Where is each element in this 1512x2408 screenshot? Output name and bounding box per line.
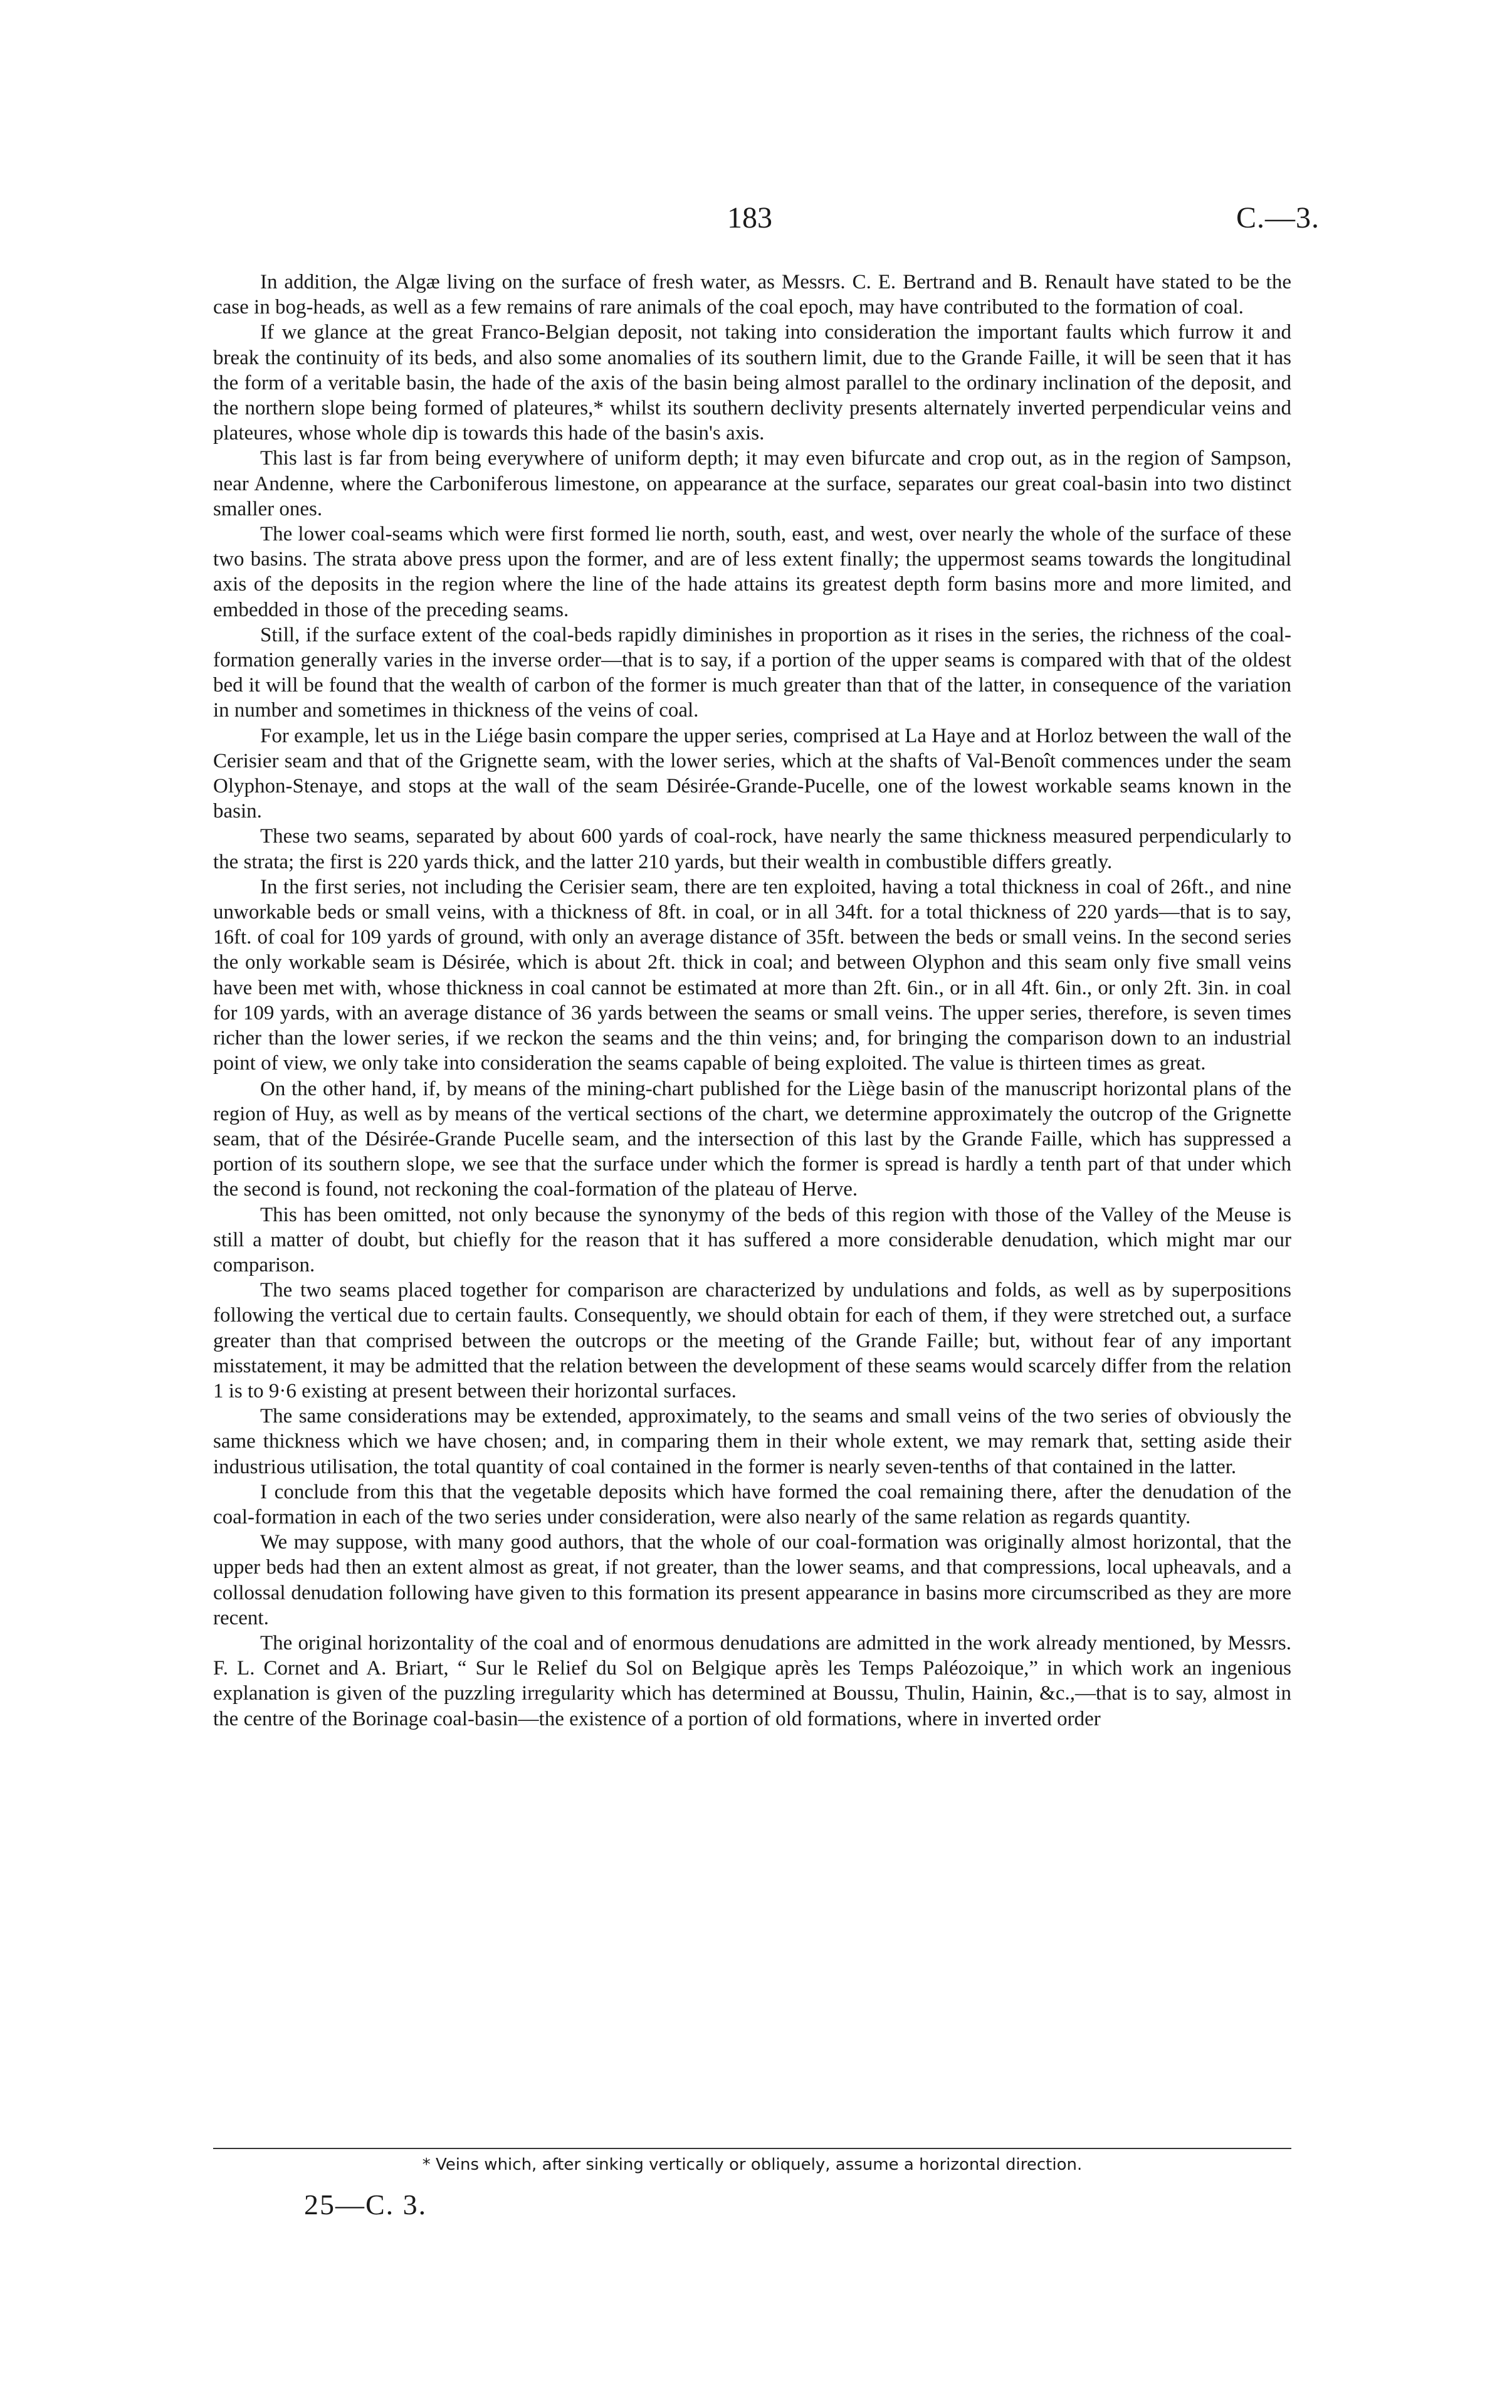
paragraph: I conclude from this that the vegetable deposits which have formed the coal remaining there, after the denudation of the coal-formation in each of the two series under consideration, were also nearly of the same relation as regards quantity. — [213, 1480, 1291, 1528]
page-header — [188, 201, 1320, 251]
body-text — [213, 270, 1291, 1732]
paragraph: The original horizontality of the coal and of enormous denudations are admitted in the work already mentioned, by Messrs. F. L. Cornet and A. Briart, “ Sur le Relief du Sol on Belgique après les Temps Paléozoique,” in which work an ingenious explanation is given of the puzzling irregularity which has determined at Boussu, Thulin, Hainin, &c.,—that is to say, almost in the centre of the Borinage coal-basin—the existence of a portion of old formations, where in inverted order — [213, 1631, 1291, 1730]
paragraph: In addition, the Algæ living on the surface of fresh water, as Messrs. C. E. Bertrand and B. Renault have stated to be the case in bog-heads, as well as a few remains of rare animals of the coal epoch, may have contributed to the formation of coal. — [213, 271, 1291, 319]
paragraph: For example, let us in the Liége basin compare the upper series, comprised at La Haye and at Horloz between the wall of the Cerisier seam and that of the Grignette seam, with the lower series, which at the shafts of Val-Benoît commences under the seam Olyphon-Stenaye, and stops at the wall of the seam Désirée-Grande-Pucelle, one of the lowest workable seams known in the basin. — [213, 724, 1291, 823]
paragraph: The lower coal-seams which were first formed lie north, south, east, and west, over nearly the whole of the surface of these two basins. The strata above press upon the former, and are of less extent finally; the uppermost seams towards the longitudinal axis of the deposits in the region where the line of the hade attains its greatest depth form basins more and more limited, and embedded in those of the preceding seams. — [213, 523, 1291, 621]
paragraph: These two seams, separated by about 600 yards of coal-rock, have nearly the same thickness measured perpendicularly to the strata; the first is 220 yards thick, and the latter 210 yards, but their wealth in combustible differs greatly. — [213, 825, 1291, 873]
paragraph: If we glance at the great Franco-Belgian deposit, not taking into consideration the important faults which furrow it and break the continuity of its beds, and also some anomalies of its southern limit, due to the Grande Faille, it will be seen that it has the form of a veritable basin, the hade of the axis of the basin being almost parallel to the ordinary inclination of the deposit, and the northern slope being formed of plateures,* whilst its southern declivity presents alternately inverted perpendicular veins and plateures, whose whole dip is towards this hade of the basin's axis. — [213, 321, 1291, 445]
paragraph: The two seams placed together for comparison are characterized by undulations and folds, as well as by superpositions following the vertical due to certain faults. Consequently, we should obtain for each of them, if they were stretched out, a surface greater than that comprised between the outcrops or the meeting of the Grande Faille; but, without fear of any important misstatement, it may be admitted that the relation between the development of these seams would scarcely differ from the relation 1 is to 9·6 existing at present between their horizontal surfaces. — [213, 1279, 1291, 1402]
footnote: * Veins which, after sinking vertically or obliquely, assume a horizontal direction. — [422, 2155, 1083, 2174]
page-number: 183 — [727, 201, 772, 234]
printer-signature: 25—C. 3. — [304, 2189, 428, 2221]
paragraph: We may suppose, with many good authors, that the whole of our coal-formation was originally almost horizontal, that the upper beds had then an extent almost as great, if not greater, than the lower seams, and that compressions, local upheavals, and a collossal denudation following have given to this formation its present appearance in basins more circumscribed as they are more recent. — [213, 1531, 1291, 1629]
running-head: C.—3. — [1236, 201, 1320, 234]
paragraph: In the first series, not including the Cerisier seam, there are ten exploited, having a total thickness in coal of 26ft., and nine unworkable beds or small veins, with a thickness of 8ft. in coal, or in all 34ft. for a total thickness of 220 yards—that is to say, 16ft. of coal for 109 yards of ground, with only an average distance of 35ft. between the beds or small veins. In the second series the only workable seam is Désirée, which is about 2ft. thick in coal; and between Olyphon and this seam only five small veins have been met with, whose thickness in coal cannot be estimated at more than 2ft. 6in., or in all 4ft. 6in., or only 2ft. 3in. in coal for 109 yards, with an average distance of 36 yards between the seams or small veins. The upper series, therefore, is seven times richer than the lower series, if we reckon the seams and the thin veins; and, for bringing the comparison down to an industrial point of view, we only take into consideration the seams capable of being exploited. The value is thirteen times as great. — [213, 875, 1291, 1075]
paragraph: The same considerations may be extended, approximately, to the seams and small veins of the two series of obviously the same thickness which we have chosen; and, in comparing them in their whole extent, we may remark that, setting aside their industrious utilisation, the total quantity of coal contained in the former is nearly seven-tenths of that contained in the latter. — [213, 1405, 1291, 1478]
footnote-divider — [213, 2148, 1291, 2149]
paragraph: On the other hand, if, by means of the mining-chart published for the Liège basin of the manuscript horizontal plans of the region of Huy, as well as by means of the vertical sections of the chart, we determine approximately the outcrop of the Grignette seam, that of the Désirée-Grande Pucelle seam, and the intersection of this last by the Grande Faille, which has suppressed a portion of its southern slope, we see that the surface under which the former is spread is hardly a tenth part of that under which the second is found, not reckoning the coal-formation of the plateau of Herve. — [213, 1077, 1291, 1201]
paragraph: This last is far from being everywhere of uniform depth; it may even bifurcate and crop out, as in the region of Sampson, near Andenne, where the Carboniferous limestone, on appearance at the surface, separates our great coal-basin into two distinct smaller ones. — [213, 447, 1291, 520]
paragraph: Still, if the surface extent of the coal-beds rapidly diminishes in proportion as it rises in the series, the richness of the coal-formation generally varies in the inverse order—that is to say, if a portion of the upper seams is compared with that of the oldest bed it will be found that the wealth of carbon of the former is much greater than that of the latter, in consequence of the variation in number and sometimes in thickness of the veins of coal. — [213, 623, 1291, 722]
paragraph: This has been omitted, not only because the synonymy of the beds of this region with those of the Valley of the Meuse is still a matter of doubt, but chiefly for the reason that it has suffered a more considerable denudation, which might mar our comparison. — [213, 1203, 1291, 1276]
